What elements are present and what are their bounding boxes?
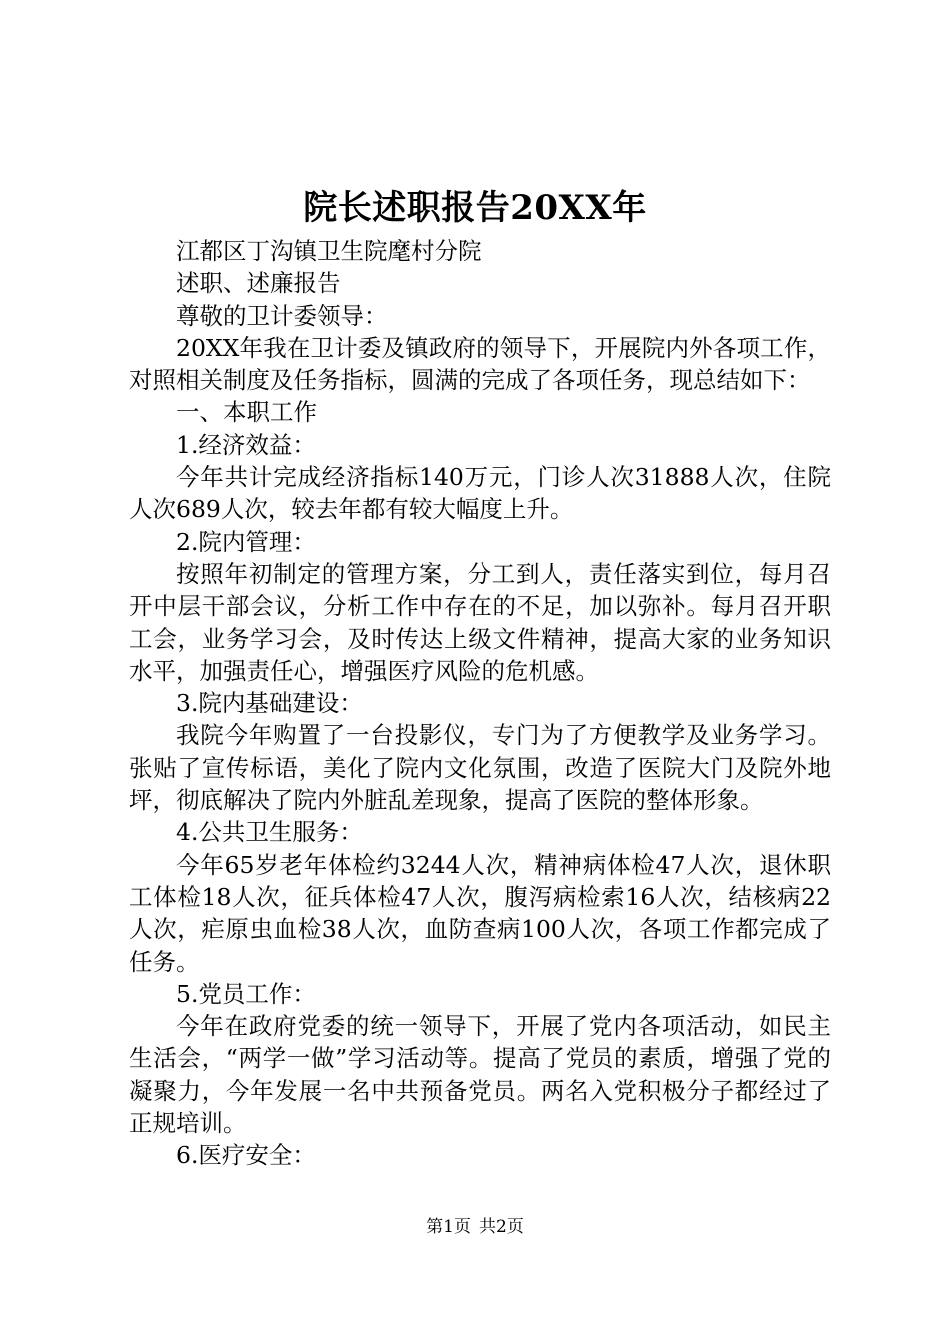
page-total: 共2页 — [479, 1217, 524, 1237]
subheading-infrastructure: 3.院内基础建设： — [176, 689, 363, 718]
subheading-internal-management: 2.院内管理： — [176, 527, 316, 556]
subheading-medical-safety: 6.医疗安全： — [176, 1141, 316, 1170]
paragraph-economic-benefit: 今年共计完成经济指标140万元，门诊人次31888人次，住院人次689人次，较去年都有较大幅度上升。 — [129, 463, 831, 524]
page-number: 第1页 — [426, 1217, 471, 1237]
paragraph-hospital-name: 江都区丁沟镇卫生院麾村分院 — [176, 237, 482, 265]
subheading-public-health: 4.公共卫生服务： — [176, 818, 363, 847]
paragraph-infrastructure: 我院今年购置了一台投影仪，专门为了方便教学及业务学习。张贴了宣传标语，美化了院内文化氛围，改造了医院大门及院外地坪，彻底解决了院内外脏乱差现象，提高了医院的整体形象。 — [129, 721, 831, 815]
paragraph-party-work: 今年在政府党委的统一领导下，开展了党内各项活动，如民主生活会，“两学一做”学习活动等。提高了党员的素质，增强了党的凝聚力，今年发展一名中共预备党员。两名入党积极分子都经过了正规培训。 — [129, 1012, 831, 1138]
page-footer — [0, 1215, 950, 1239]
subheading-economic-benefit: 1.经济效益： — [176, 430, 316, 459]
paragraph-intro: 20XX年我在卫计委及镇政府的领导下，开展院内外各项工作，对照相关制度及任务指标，圆满的完成了各项任务，现总结如下： — [129, 333, 831, 395]
document-title: 院长述职报告20XX年 — [303, 188, 647, 228]
subheading-party-work: 5.党员工作： — [176, 979, 316, 1008]
section-heading-duties: 一、本职工作 — [176, 398, 317, 427]
document-body — [129, 235, 831, 1172]
paragraph-public-health: 今年65岁老年体检约3244人次，精神病体检47人次，退休职工体检18人次，征兵体检47人次，腹泻病检索16人次，结核病22人次，疟原虫血检38人次，血防查病100人次，各项工作都完成了任务。 — [129, 850, 831, 976]
paragraph-report-type: 述职、述廉报告 — [176, 269, 341, 298]
paragraph-salutation: 尊敬的卫计委领导： — [176, 301, 388, 330]
paragraph-internal-management: 按照年初制定的管理方案，分工到人，责任落实到位，每月召开中层干部会议，分析工作中存在的不足，加以弥补。每月召开职工会，业务学习会，及时传达上级文件精神，提高大家的业务知识水平，加强责任心，增强医疗风险的危机感。 — [129, 559, 831, 685]
